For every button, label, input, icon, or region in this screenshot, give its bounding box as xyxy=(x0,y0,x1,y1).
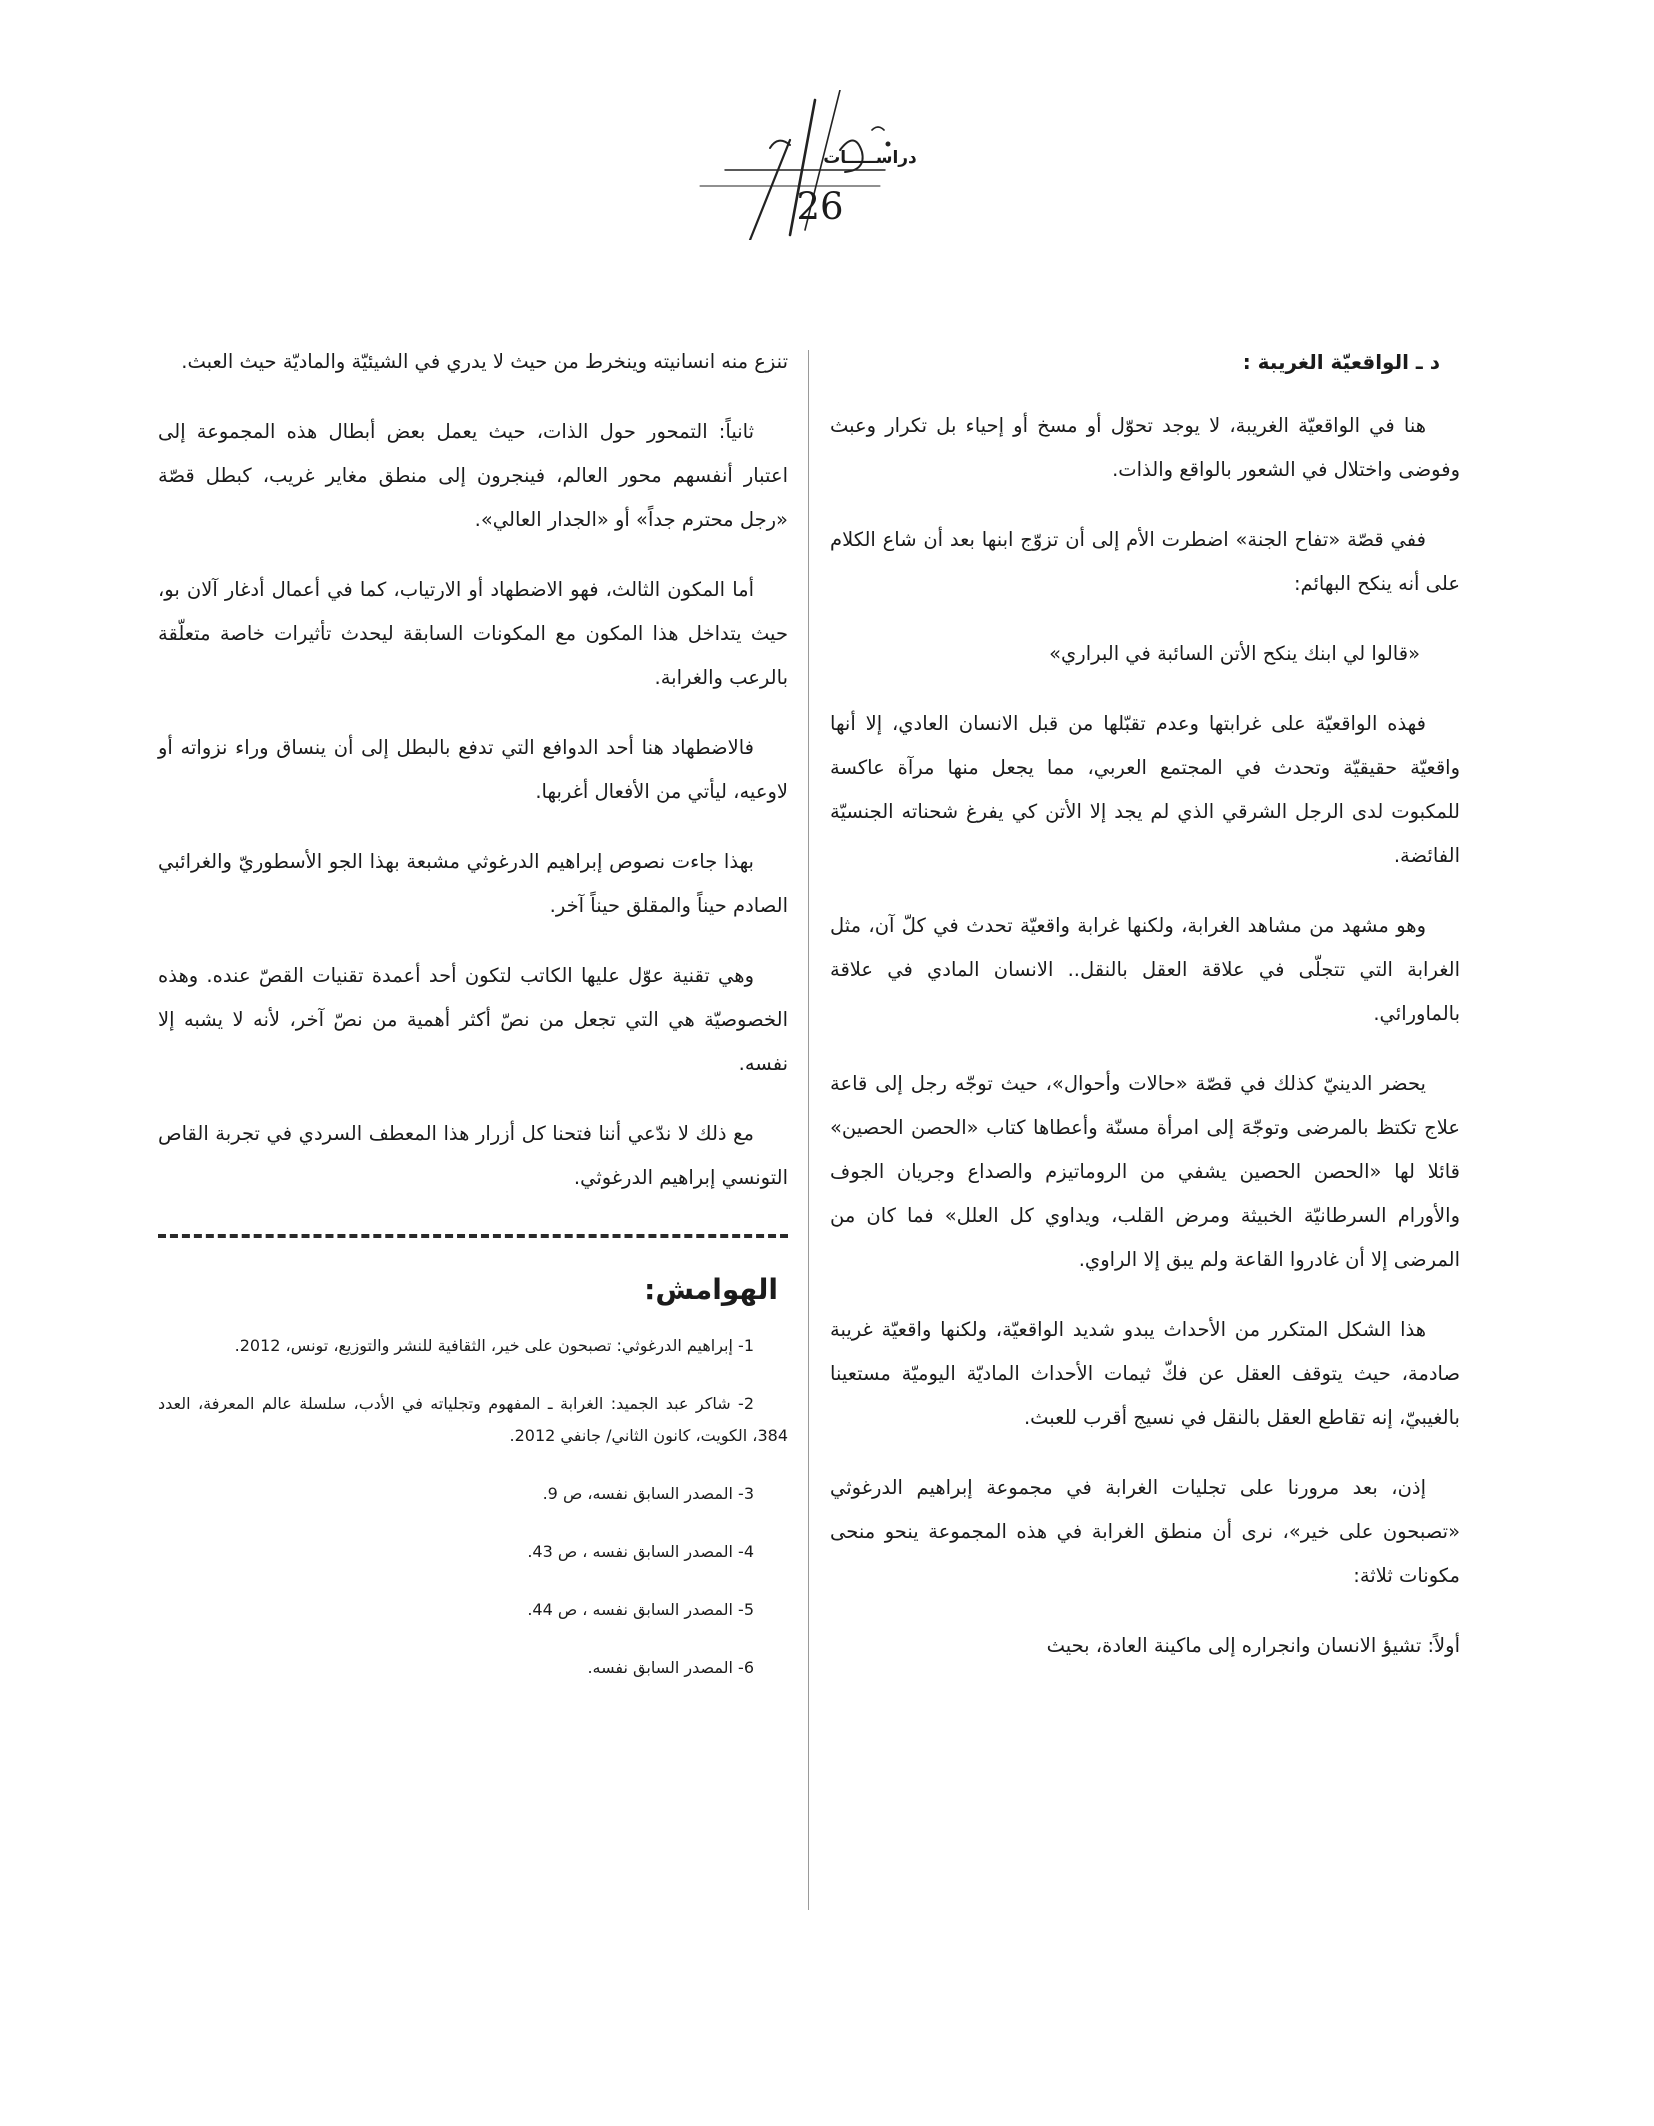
footnote: 1- إبراهيم الدرغوثي: تصبحون على خير، الثقافية للنشر والتوزيع، تونس، 2012. xyxy=(234,1336,754,1355)
page-number: 26 xyxy=(796,185,844,228)
paragraph: هنا في الواقعيّة الغريبة، لا يوجد تحوّل أو مسخ أو إحياء بل تكرار وعبث وفوضى واختلال في الشعور بالواقع والذات. xyxy=(830,414,1460,481)
paragraph: ثانياً: التمحور حول الذات، حيث يعمل بعض أبطال هذه المجموعة إلى اعتبار أنفسهم محور العالم، فينجرون إلى منطق مغاير غريب، كبطل قصّة «رجل محترم جداً» أو «الجدار العالي». xyxy=(158,420,788,531)
paragraph: إذن، بعد مرورنا على تجليات الغرابة في مجموعة إبراهيم الدرغوثي «تصبحون على خير»، نرى أن منطق الغرابة في هذه المجموعة ينحو منحى مكونات ثلاثة: xyxy=(830,1476,1460,1587)
paragraph: هذا الشكل المتكرر من الأحداث يبدو شديد الواقعيّة، ولكنها واقعيّة غريبة صادمة، حيث يتوقف العقل عن فكّ ثيمات الأحداث الماديّة اليوميّة مستعينا بالغيبيّ، إنه تقاطع العقل بالنقل في نسيج أقرب للعبث. xyxy=(830,1318,1460,1429)
paragraph: فهذه الواقعيّة على غرابتها وعدم تقبّلها من قبل الانسان العادي، إلا أنها واقعيّة حقيقيّة وتحدث في المجتمع العربي، مما يجعل منها مرآة عاكسة للمكبوت لدى الرجل الشرقي الذي لم يجد إلا الأتن كي يفرغ شحناته الجنسيّة الفائضة. xyxy=(830,712,1460,867)
footnote: 5- المصدر السابق نفسه ، ص 44. xyxy=(527,1600,754,1619)
section-heading: د ـ الواقعيّة الغريبة : xyxy=(1242,350,1440,374)
right-column xyxy=(830,340,1460,1694)
paragraph: أولاً: تشيؤ الانسان وانجراره إلى ماكينة العادة، بحيث xyxy=(1046,1634,1460,1657)
paragraph: يحضر الدينيّ كذلك في قصّة «حالات وأحوال»، حيث توجّه رجل إلى قاعة علاج تكتظ بالمرضى وتوجّهَ إلى امرأة مسنّة وأعطاها كتاب «الحصن الحصين» قائلا لها «الحصن الحصين يشفي من الروماتيزم والصداع وجريان الجوف والأورام السرطانيّة الخبيثة ومرض القلب، ويداوي كل العلل» فما كان من المرضى إلا أن غادروا القاعة ولم يبق إلا الراوي. xyxy=(830,1072,1460,1271)
paragraph: أما المكون الثالث، فهو الاضطهاد أو الارتياب، كما في أعمال أدغار آلان بو، حيث يتداخل هذا المكون مع المكونات السابقة ليحدث تأثيرات خاصة متعلّقة بالرعب والغرابة. xyxy=(158,578,788,689)
left-column xyxy=(158,340,788,1710)
notes-title: الهوامش: xyxy=(644,1273,778,1306)
dashed-divider xyxy=(158,1234,788,1238)
paragraph: وهو مشهد من مشاهد الغرابة، ولكنها غرابة واقعيّة تحدث في كلّ آن، مثل الغرابة التي تتجلّى في علاقة العقل بالنقل.. الانسان المادي في علاقة بالماورائي. xyxy=(830,914,1460,1025)
quote: «قالوا لي ابنك ينكح الأتن السائبة في البراري» xyxy=(1049,642,1420,665)
paragraph: بهذا جاءت نصوص إبراهيم الدرغوثي مشبعة بهذا الجو الأسطوريّ والغرائبي الصادم حيناً والمقلق حيناً آخر. xyxy=(158,850,788,917)
footnote: 2- شاكر عبد الجميد: الغرابة ـ المفهوم وتجلياته في الأدب، سلسلة عالم المعرفة، العدد 384، الكويت، كانون الثاني/ جانفي 2012. xyxy=(158,1394,788,1445)
column-divider xyxy=(808,350,809,1910)
footnote: 6- المصدر السابق نفسه. xyxy=(587,1658,754,1677)
paragraph: ففي قصّة «تفاح الجنة» اضطرت الأم إلى أن تزوّج ابنها بعد أن شاع الكلام على أنه ينكح البهائم: xyxy=(830,528,1460,595)
paragraph: مع ذلك لا ندّعي أننا فتحنا كل أزرار هذا المعطف السردي في تجربة القاص التونسي إبراهيم الدرغوثي. xyxy=(158,1122,788,1189)
paragraph: تنزع منه انسانيته وينخرط من حيث لا يدري في الشيئيّة والماديّة حيث العبث. xyxy=(181,350,788,373)
paragraph: وهي تقنية عوّل عليها الكاتب لتكون أحد أعمدة تقنيات القصّ عنده. وهذه الخصوصيّة هي التي تجعل من نصّ أكثر أهمية من نصّ آخر، لأنه لا يشبه إلا نفسه. xyxy=(158,964,788,1075)
paragraph: فالاضطهاد هنا أحد الدوافع التي تدفع بالبطل إلى أن ينساق وراء نزواته أو لاوعيه، ليأتي من الأفعال أغربها. xyxy=(158,736,788,803)
section-label: دراســـــات xyxy=(823,148,917,168)
footnote: 3- المصدر السابق نفسه، ص 9. xyxy=(542,1484,754,1503)
footnote: 4- المصدر السابق نفسه ، ص 43. xyxy=(527,1542,754,1561)
